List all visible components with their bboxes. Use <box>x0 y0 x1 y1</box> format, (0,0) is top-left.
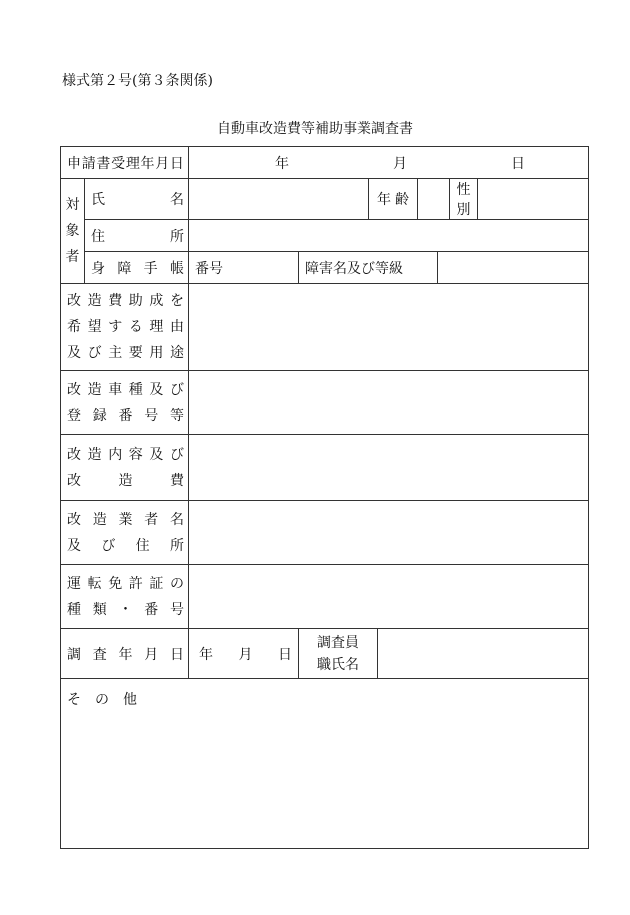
age-label <box>369 179 418 220</box>
license-label-char: 免 <box>108 575 123 592</box>
survey-form-table <box>60 146 589 849</box>
contractor-label-line <box>67 507 184 533</box>
license-label-line <box>67 597 184 623</box>
content-label-char: 費 <box>170 472 184 489</box>
license-label-char: 番 <box>144 601 159 618</box>
gender-field[interactable] <box>478 179 589 220</box>
application-date-field[interactable] <box>189 147 589 179</box>
vehicle-label-char: 号 <box>144 407 159 424</box>
license-label-char: 運 <box>67 575 81 592</box>
reason-label-char: を <box>169 293 184 309</box>
surveyor-label <box>299 629 378 679</box>
reason-label <box>61 284 189 371</box>
reason-label-char: 費 <box>108 293 123 309</box>
application-date-part: 月 <box>393 155 407 172</box>
vehicle-label-line <box>67 403 184 429</box>
reason-label-char: す <box>108 319 123 335</box>
vehicle-label-char: 種 <box>128 381 143 398</box>
license-field[interactable] <box>189 565 589 629</box>
survey-date-field[interactable] <box>189 629 299 679</box>
license-label-char: 許 <box>128 575 143 592</box>
row-license <box>61 565 589 629</box>
subject-label-char: 象 <box>65 223 80 239</box>
reason-label-char: 主 <box>108 345 123 361</box>
vehicle-label-char: 録 <box>92 407 107 424</box>
application-date-label-char: 日 <box>169 155 184 172</box>
reason-label-char: 用 <box>149 345 164 361</box>
reason-label-char: 要 <box>128 345 143 361</box>
contractor-label-char: 造 <box>92 511 107 528</box>
surveyor-field[interactable] <box>378 629 589 679</box>
reason-label-char: 助 <box>128 293 143 309</box>
row-other <box>61 679 589 849</box>
license-label-char: 証 <box>149 575 164 592</box>
name-label-char: 氏 <box>91 192 105 208</box>
address-label-char: 住 <box>91 228 105 245</box>
contractor-label-char: 名 <box>170 511 184 528</box>
row-contractor <box>61 501 589 565</box>
contractor-label-char: 住 <box>135 537 150 554</box>
age-label-char: 齢 <box>395 192 409 208</box>
reason-label-char: 及 <box>67 345 81 361</box>
name-field[interactable] <box>189 179 369 220</box>
reason-label-char: 希 <box>67 319 81 335</box>
age-field[interactable] <box>418 179 450 220</box>
reason-label-char: 由 <box>169 319 184 335</box>
content-label-char: 容 <box>128 446 143 463</box>
address-field[interactable] <box>189 220 589 252</box>
vehicle-label-char: 改 <box>67 381 81 398</box>
reason-label-char: 改 <box>67 293 81 309</box>
contractor-label-char: 所 <box>169 537 184 554</box>
license-label-char: 転 <box>87 575 102 592</box>
reason-label-char: る <box>128 319 143 335</box>
application-date-label-char: 受 <box>111 155 126 172</box>
reason-label-line <box>67 340 184 366</box>
other-field[interactable] <box>61 679 589 849</box>
reason-label-line <box>67 288 184 314</box>
content-label-line <box>67 468 184 494</box>
application-date-label-char: 請 <box>81 155 96 172</box>
row-survey-date <box>61 629 589 679</box>
vehicle-label-line <box>67 377 184 403</box>
survey-date-label <box>61 629 189 679</box>
survey-date-label-char: 査 <box>92 646 107 663</box>
contractor-label-line <box>67 533 184 559</box>
content-label-char: 内 <box>108 446 123 463</box>
vehicle-field[interactable] <box>189 371 589 435</box>
row-vehicle <box>61 371 589 435</box>
address-label <box>85 220 189 252</box>
survey-date-part: 日 <box>278 646 292 663</box>
reason-label-char: 成 <box>149 293 164 309</box>
license-label <box>61 565 189 629</box>
surveyor-label-line1: 調査員 <box>317 634 359 651</box>
form-number: 様式第２号(第３条関係) <box>62 73 213 89</box>
subject-label-char: 者 <box>65 249 80 265</box>
reason-field[interactable] <box>189 284 589 371</box>
application-date-label-char: 申 <box>67 155 81 172</box>
content-label-line <box>67 442 184 468</box>
form-title: 自動車改造費等補助事業調査書 <box>217 121 413 137</box>
content-field[interactable] <box>189 435 589 501</box>
reason-label-char: 途 <box>169 345 184 361</box>
license-label-char: ・ <box>118 601 133 618</box>
row-handbook <box>61 252 589 284</box>
application-date-label <box>61 147 189 179</box>
other-label <box>67 689 582 709</box>
content-label-char: び <box>169 446 184 463</box>
reason-label-char: 理 <box>149 319 164 335</box>
survey-date-label-char: 年 <box>118 646 133 663</box>
other-label-char: そ <box>67 692 81 708</box>
content-label-char: 造 <box>118 472 133 489</box>
contractor-label-char: 業 <box>118 511 133 528</box>
name-label-char: 名 <box>170 192 184 208</box>
contractor-label-char: 改 <box>67 511 81 528</box>
handbook-number-label: 番号 <box>189 252 299 284</box>
reason-label-line <box>67 314 184 340</box>
license-label-char: 類 <box>92 601 107 618</box>
application-date-part: 年 <box>275 155 289 172</box>
license-label-char: 種 <box>67 601 81 618</box>
survey-date-part: 年 <box>199 646 213 663</box>
handbook-label <box>85 252 189 284</box>
handbook-label-char: 手 <box>143 260 158 277</box>
content-label <box>61 435 189 501</box>
vehicle-label-char: 車 <box>108 381 123 398</box>
content-label-char: 改 <box>67 472 81 489</box>
row-address <box>61 220 589 252</box>
application-date-part: 日 <box>511 155 525 172</box>
row-application-date <box>61 147 589 179</box>
license-label-char: の <box>169 575 184 592</box>
reason-label-char: 望 <box>87 319 102 335</box>
surveyor-label-line2: 職氏名 <box>317 656 359 673</box>
survey-date-part: 月 <box>238 646 253 663</box>
license-label-char: 号 <box>170 601 184 618</box>
subject-label <box>61 179 85 284</box>
handbook-label-char: 障 <box>117 260 132 277</box>
survey-date-label-char: 月 <box>144 646 159 663</box>
other-label-char: 他 <box>123 692 137 708</box>
content-label-char: 改 <box>67 446 81 463</box>
row-reason <box>61 284 589 371</box>
application-date-label-char: 書 <box>96 155 111 172</box>
gender-label: 性別 <box>450 179 478 220</box>
handbook-label-char: 帳 <box>169 260 184 277</box>
subject-label-char: 対 <box>65 197 80 213</box>
contractor-label <box>61 501 189 565</box>
reason-label-char: び <box>87 345 102 361</box>
reason-label-char: 造 <box>87 293 102 309</box>
vehicle-label-char: 登 <box>67 407 81 424</box>
application-date-label-char: 年 <box>140 155 155 172</box>
name-label <box>85 179 189 220</box>
vehicle-label-char: 造 <box>87 381 102 398</box>
survey-date-label-char: 日 <box>170 646 184 663</box>
disability-field[interactable] <box>438 252 589 284</box>
contractor-label-char: 及 <box>67 537 81 554</box>
license-label-line <box>67 571 184 597</box>
contractor-label-char: び <box>101 537 116 554</box>
address-label-char: 所 <box>170 228 184 245</box>
vehicle-label-char: 等 <box>170 407 184 424</box>
vehicle-label-char: 及 <box>149 381 164 398</box>
content-label-char: 及 <box>149 446 164 463</box>
vehicle-label-char: 番 <box>118 407 133 424</box>
disability-label: 障害名及び等級 <box>299 252 438 284</box>
row-content <box>61 435 589 501</box>
survey-date-label-char: 調 <box>67 646 81 663</box>
age-label-char: 年 <box>377 192 391 208</box>
vehicle-label <box>61 371 189 435</box>
handbook-label-char: 身 <box>91 260 105 277</box>
vehicle-label-char: び <box>169 381 184 398</box>
row-name <box>61 179 589 220</box>
contractor-label-char: 者 <box>144 511 159 528</box>
contractor-field[interactable] <box>189 501 589 565</box>
other-label-char: の <box>95 692 109 708</box>
application-date-label-char: 理 <box>125 155 140 172</box>
content-label-char: 造 <box>87 446 102 463</box>
application-date-label-char: 月 <box>155 155 170 172</box>
